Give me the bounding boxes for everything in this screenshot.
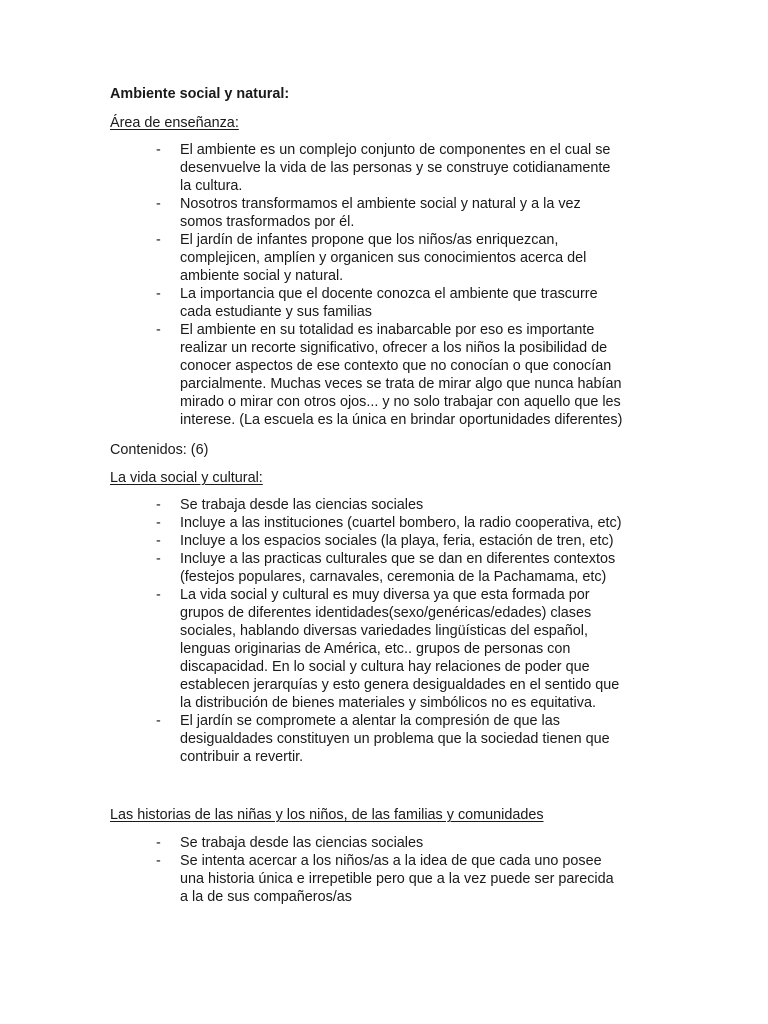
list-item — [110, 195, 670, 231]
list-item — [110, 496, 670, 514]
list-item — [110, 514, 670, 532]
bullet-dash: - — [156, 551, 161, 567]
list-item-text-line: mirado o mirar con otros ojos... y no solo trabajar con aquello que les — [180, 394, 621, 410]
list-item-text-line: parcialmente. Muchas veces se trata de mirar algo que nunca habían — [180, 376, 622, 392]
bullet-dash: - — [156, 533, 161, 549]
list-item-text-line: interese. (La escuela es la única en brindar oportunidades diferentes) — [180, 412, 623, 428]
list-item-text-line: Incluye a las instituciones (cuartel bombero, la radio cooperativa, etc) — [180, 515, 622, 531]
list-item-text-line: El jardín de infantes propone que los niños/as enriquezcan, — [180, 232, 559, 248]
list-item — [110, 321, 670, 429]
bullet-dash: - — [156, 322, 161, 338]
bullet-dash: - — [156, 196, 161, 212]
contenidos-label: Contenidos: (6) — [110, 442, 209, 458]
list-item-text-line: grupos de diferentes identidades(sexo/genéricas/edades) clases — [180, 605, 592, 621]
list-item-text-line: lenguas originarias de América, etc.. grupos de personas con — [180, 641, 571, 657]
list-item-text-line: sociales, hablando diversas variedades lingüísticas del español, — [180, 623, 588, 639]
list-item — [110, 285, 670, 321]
list-item-text-line: conocer aspectos de ese contexto que no conocían o que conocían — [180, 358, 612, 374]
list-item-text-line: Incluye a las practicas culturales que se dan en diferentes contextos — [180, 551, 616, 567]
bullet-dash: - — [156, 835, 161, 851]
bullet-dash: - — [156, 497, 161, 513]
list-item-text-line: contribuir a revertir. — [180, 749, 304, 765]
list-item — [110, 586, 670, 712]
list-item-text-line: (festejos populares, carnavales, ceremonia de la Pachamama, etc) — [180, 569, 607, 585]
bullet-dash: - — [156, 853, 161, 869]
list-item — [110, 231, 670, 285]
list-item-text-line: Se intenta acercar a los niños/as a la idea de que cada uno posee — [180, 853, 602, 869]
list-item-text-line: ambiente social y natural. — [180, 268, 344, 284]
list-item-text-line: El jardín se compromete a alentar la compresión de que las — [180, 713, 560, 729]
list-item-text-line: la cultura. — [180, 178, 243, 194]
list-item — [110, 834, 670, 852]
list-item — [110, 532, 670, 550]
section-heading-area-ensenanza: Área de enseñanza: — [110, 115, 239, 131]
list-item-text-line: cada estudiante y sus familias — [180, 304, 372, 320]
section-heading-historias: Las historias de las niñas y los niños, de las familias y comunidades — [110, 807, 544, 823]
list-item-text-line: discapacidad. En lo social y cultura hay relaciones de poder que — [180, 659, 590, 675]
section3-list — [110, 834, 670, 906]
list-item-text-line: establecen jerarquías y esto genera desigualdades en el sentido que — [180, 677, 620, 693]
bullet-dash: - — [156, 713, 161, 729]
list-item — [110, 852, 670, 906]
section-heading-vida-social: La vida social y cultural: — [110, 470, 263, 486]
list-item-text-line: desenvuelve la vida de las personas y se construye cotidianamente — [180, 160, 611, 176]
list-item-text-line: Incluye a los espacios sociales (la playa, feria, estación de tren, etc) — [180, 533, 614, 549]
bullet-dash: - — [156, 286, 161, 302]
list-item-text-line: realizar un recorte significativo, ofrecer a los niños la posibilidad de — [180, 340, 608, 356]
list-item-text-line: Se trabaja desde las ciencias sociales — [180, 497, 424, 513]
list-item — [110, 141, 670, 195]
list-item — [110, 550, 670, 586]
list-item-text-line: una historia única e irrepetible pero que a la vez puede ser parecida — [180, 871, 614, 887]
list-item-text-line: El ambiente es un complejo conjunto de componentes en el cual se — [180, 142, 611, 158]
bullet-dash: - — [156, 232, 161, 248]
list-item-text-line: somos trasformados por él. — [180, 214, 355, 230]
list-item-text-line: Nosotros transformamos el ambiente social y natural y a la vez — [180, 196, 581, 212]
list-item — [110, 712, 670, 766]
list-item-text-line: El ambiente en su totalidad es inabarcable por eso es importante — [180, 322, 595, 338]
list-item-text-line: Se trabaja desde las ciencias sociales — [180, 835, 424, 851]
document-title: Ambiente social y natural: — [110, 86, 290, 102]
section1-list — [110, 141, 670, 429]
list-item-text-line: desigualdades constituyen un problema que la sociedad tienen que — [180, 731, 610, 747]
list-item-text-line: la distribución de bienes materiales y simbólicos no es equitativa. — [180, 695, 596, 711]
list-item-text-line: a la de sus compañeros/as — [180, 889, 352, 905]
bullet-dash: - — [156, 587, 161, 603]
section2-list — [110, 496, 670, 766]
list-item-text-line: La vida social y cultural es muy diversa ya que esta formada por — [180, 587, 590, 603]
list-item-text-line: complejicen, amplíen y organicen sus conocimientos acerca del — [180, 250, 587, 266]
bullet-dash: - — [156, 515, 161, 531]
bullet-dash: - — [156, 142, 161, 158]
list-item-text-line: La importancia que el docente conozca el ambiente que trascurre — [180, 286, 598, 302]
